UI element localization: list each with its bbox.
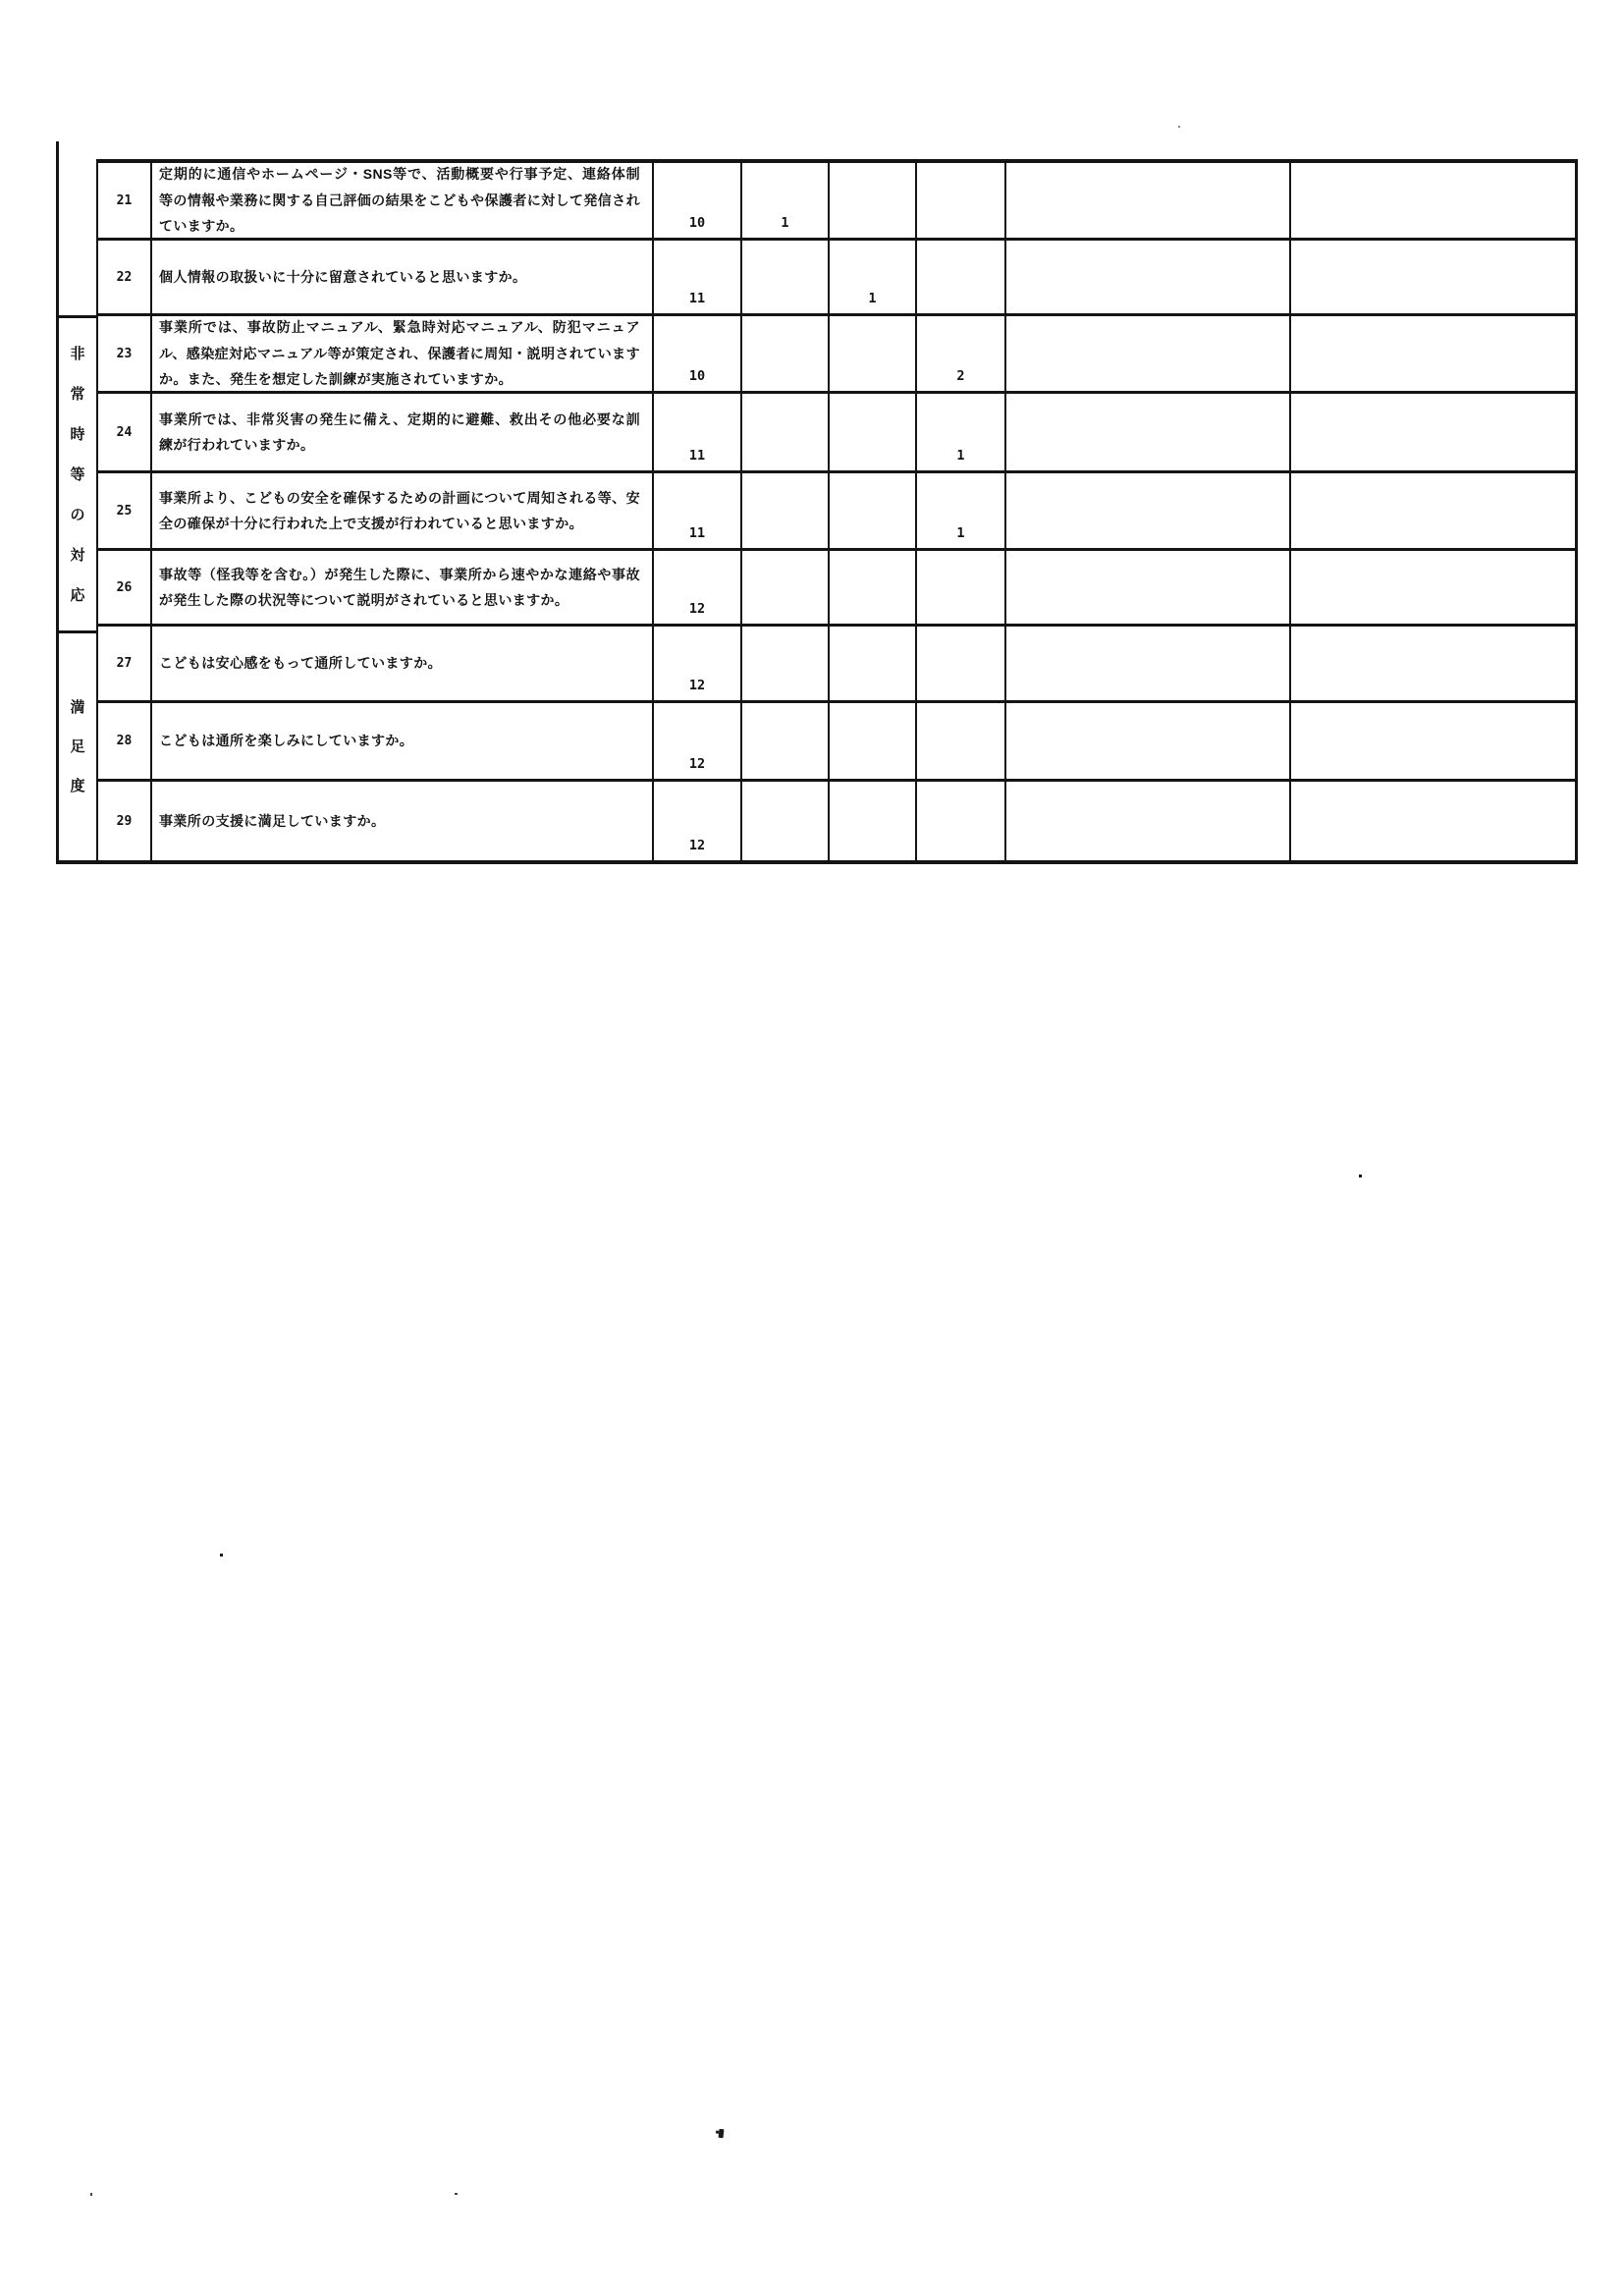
tally-cell: 11 [654, 473, 742, 551]
question-cell [152, 782, 654, 860]
comment-cell [1006, 627, 1291, 703]
tally-cell [830, 316, 917, 394]
comment-cell [1291, 703, 1575, 782]
row-number-cell: 29 [98, 782, 152, 860]
tally-cell: 1 [830, 241, 917, 316]
border-stub [56, 141, 59, 159]
comment-cell [1006, 551, 1291, 627]
tally-cell: 1 [917, 473, 1006, 551]
category-label-char: 等 [70, 465, 85, 483]
comment-cell [1006, 241, 1291, 316]
tally-cell: 12 [654, 627, 742, 703]
comment-cell [1291, 551, 1575, 627]
comment-cell [1006, 473, 1291, 551]
tally-cell [830, 473, 917, 551]
tally-cell [742, 703, 830, 782]
row-number-cell: 22 [98, 241, 152, 316]
comment-cell [1291, 241, 1575, 316]
tally-cell: 12 [654, 703, 742, 782]
tally-cell [917, 782, 1006, 860]
tally-cell: 11 [654, 241, 742, 316]
question-cell [152, 473, 654, 551]
scan-speck [1359, 1175, 1362, 1177]
scan-speck [90, 2193, 92, 2196]
question-text: 事故等（怪我等を含む。）が発生した際に、事業所から速やかな連絡や事故が発生した際の状況等について説明がされていると思いますか。 [159, 566, 640, 608]
category-label-char: 応 [70, 586, 85, 604]
tally-cell: 10 [654, 163, 742, 241]
comment-cell [1291, 627, 1575, 703]
category-label-char: 対 [70, 546, 85, 564]
category-column [56, 159, 96, 864]
category-label-char: 満 [70, 699, 85, 716]
question-cell [152, 241, 654, 316]
row-number-cell: 23 [98, 316, 152, 394]
tally-cell [742, 782, 830, 860]
tally-cell [917, 703, 1006, 782]
tally-cell [917, 627, 1006, 703]
comment-cell [1291, 473, 1575, 551]
scan-speck [719, 2129, 725, 2138]
question-cell [152, 703, 654, 782]
category-cell-emergency-response [56, 315, 96, 630]
tally-cell [742, 241, 830, 316]
tally-cell [830, 703, 917, 782]
question-cell [152, 394, 654, 473]
comment-cell [1006, 163, 1291, 241]
question-cell [152, 316, 654, 394]
row-number-cell: 26 [98, 551, 152, 627]
tally-cell [830, 163, 917, 241]
scan-speck [455, 2193, 458, 2195]
question-text: 事業所では、非常災害の発生に備え、定期的に避難、救出その他必要な訓練が行われていますか。 [159, 410, 640, 453]
row-number-cell: 28 [98, 703, 152, 782]
tally-cell [742, 473, 830, 551]
comment-cell [1291, 316, 1575, 394]
category-cell-blank [56, 159, 96, 315]
category-label-char: 常 [70, 385, 85, 403]
question-text: 事業所では、事故防止マニュアル、緊急時対応マニュアル、防犯マニュアル、感染症対応マニュアル等が策定され、保護者に周知・説明されていますか。また、発生を想定した訓練が実施されていますか。 [159, 319, 640, 388]
row-number-cell: 21 [98, 163, 152, 241]
comment-cell [1006, 703, 1291, 782]
comment-cell [1006, 316, 1291, 394]
question-cell [152, 627, 654, 703]
tally-cell [742, 627, 830, 703]
tally-cell [742, 316, 830, 394]
tally-cell [917, 163, 1006, 241]
tally-cell [917, 241, 1006, 316]
survey-table [56, 159, 1578, 864]
category-label-char: 足 [70, 738, 85, 755]
tally-cell: 10 [654, 316, 742, 394]
tally-cell: 1 [917, 394, 1006, 473]
category-cell-satisfaction [56, 630, 96, 864]
question-text: 個人情報の取扱いに十分に留意されていると思いますか。 [159, 268, 527, 285]
tally-cell [742, 394, 830, 473]
row-number-cell: 27 [98, 627, 152, 703]
comment-cell [1291, 394, 1575, 473]
tally-cell: 11 [654, 394, 742, 473]
comment-cell [1006, 394, 1291, 473]
category-label-char: 非 [70, 345, 85, 362]
tally-cell [830, 394, 917, 473]
row-number-cell: 25 [98, 473, 152, 551]
scan-speck [1178, 126, 1180, 128]
row-number-cell: 24 [98, 394, 152, 473]
scan-speck [220, 1554, 223, 1557]
comment-cell [1006, 782, 1291, 860]
tally-cell [830, 551, 917, 627]
question-text: 事業所の支援に満足していますか。 [159, 812, 386, 829]
comment-cell [1291, 163, 1575, 241]
category-label-char: 度 [70, 778, 85, 794]
category-label-char: の [70, 506, 85, 523]
question-cell [152, 551, 654, 627]
question-cell [152, 163, 654, 241]
question-text: こどもは通所を楽しみにしていますか。 [159, 733, 414, 749]
question-grid [96, 159, 1578, 864]
category-label-char: 時 [70, 425, 85, 443]
tally-cell [917, 551, 1006, 627]
question-text: 事業所より、こどもの安全を確保するための計画について周知される等、安全の確保が十分に行われた上で支援が行われていると思いますか。 [159, 489, 640, 531]
tally-cell [830, 627, 917, 703]
tally-cell: 2 [917, 316, 1006, 394]
tally-cell [742, 551, 830, 627]
tally-cell: 1 [742, 163, 830, 241]
question-text: 定期的に通信やホームページ・SNS等で、活動概要や行事予定、連絡体制等の情報や業務に関する自己評価の結果をこどもや保護者に対して発信されていますか。 [159, 166, 640, 235]
tally-cell: 12 [654, 551, 742, 627]
tally-cell [830, 782, 917, 860]
comment-cell [1291, 782, 1575, 860]
question-text: こどもは安心感をもって通所していますか。 [159, 655, 442, 672]
tally-cell: 12 [654, 782, 742, 860]
